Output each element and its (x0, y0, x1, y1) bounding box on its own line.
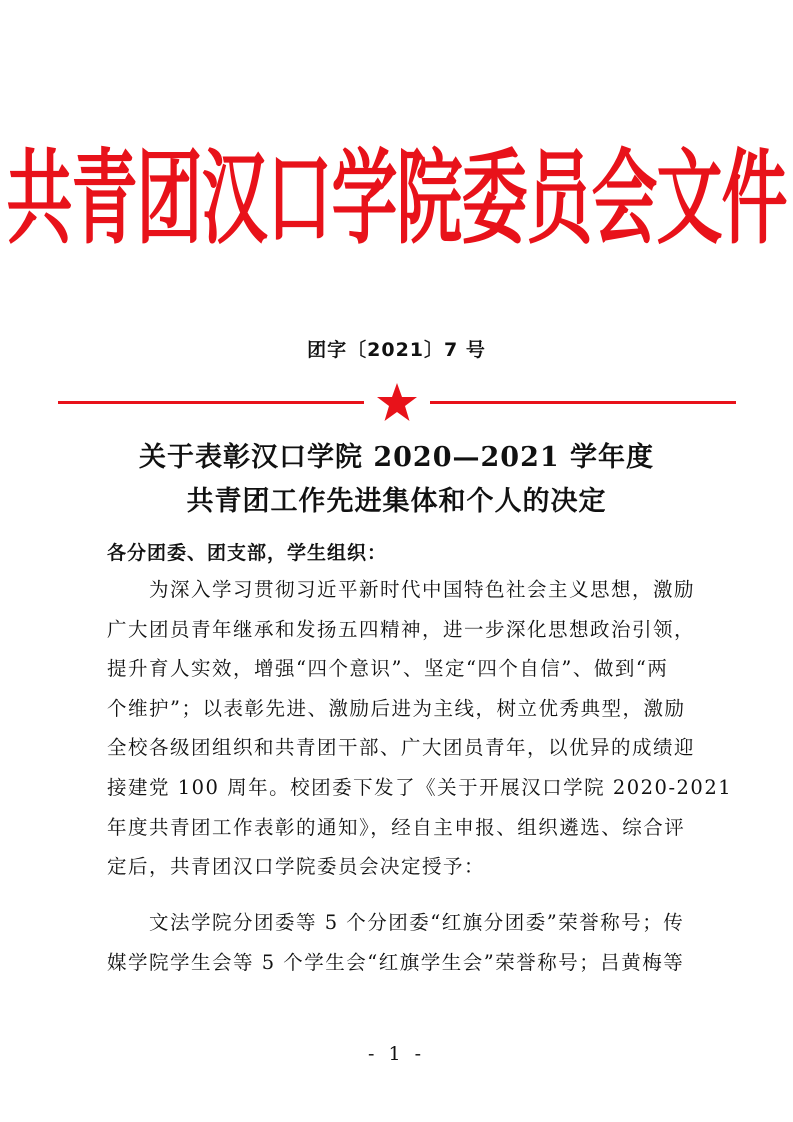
document-title-line-1: 关于表彰汉口学院 2020—2021 学年度 (138, 442, 655, 473)
page-number: - 1 - (367, 1043, 425, 1065)
body-paragraph-1 (107, 570, 733, 887)
paragraph-line: 文法学院分团委等 5 个分团委“红旗分团委”荣誉称号；传 (107, 911, 685, 934)
salutation: 各分团委、团支部，学生组织： (107, 542, 388, 564)
red-divider-left (58, 401, 364, 404)
paragraph-line: 个维护”；以表彰先进、激励后进为主线，树立优秀典型，激励 (107, 696, 686, 720)
paragraph-line: 全校各级团组织和共青团干部、广大团员青年，以优异的成绩迎 (107, 736, 696, 760)
document-masthead: 共青团汉口学院委员会文件 (6, 138, 787, 259)
paragraph-line: 接建党 100 周年。校团委下发了《关于开展汉口学院 2020-2021 (107, 775, 733, 799)
body-paragraph-2 (107, 903, 687, 982)
paragraph-line: 定后，共青团汉口学院委员会决定授予： (107, 855, 486, 879)
red-star-icon (376, 382, 418, 422)
paragraph-line: 为深入学习贯彻习近平新时代中国特色社会主义思想，激励 (107, 578, 696, 601)
document-number: 团字〔2021〕7 号 (307, 339, 486, 361)
paragraph-line: 年度共青团工作表彰的通知》，经自主申报、组织遴选、综合评 (107, 815, 686, 839)
red-divider-right (430, 401, 736, 404)
paragraph-line: 媒学院学生会等 5 个学生会“红旗学生会”荣誉称号；吕黄梅等 (107, 950, 685, 974)
paragraph-line: 提升育人实效，增强“四个意识”、坚定“四个自信”、做到“两 (107, 657, 669, 681)
paragraph-line: 广大团员青年继承和发扬五四精神，进一步深化思想政治引领， (107, 617, 696, 641)
document-title-line-2: 共青团工作先进集体和个人的决定 (186, 486, 607, 517)
